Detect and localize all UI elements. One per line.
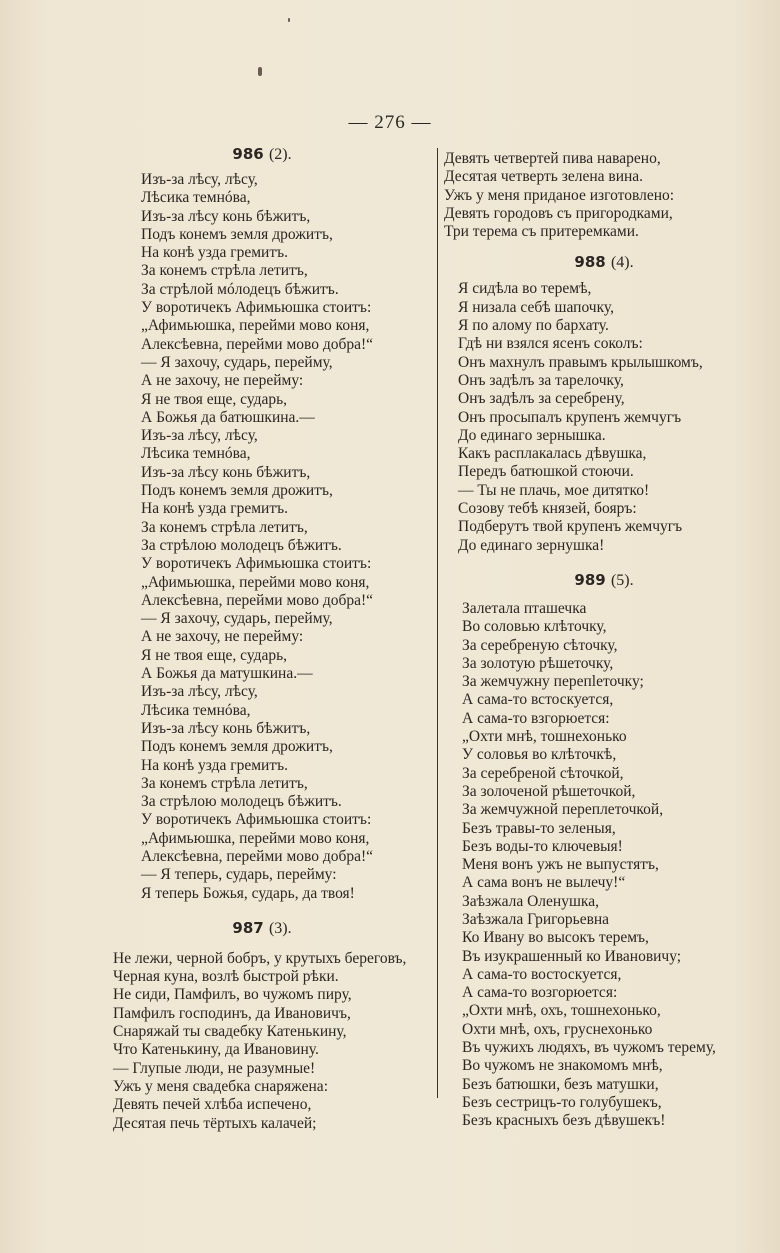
poem-heading-986 (113, 143, 435, 166)
poem-line: Алексѣевна, перейми мово добра!“ (141, 591, 374, 609)
poem-line: Какъ расплакалась дѣвушка, (458, 445, 647, 463)
poem-line: Созову тебѣ князей, бояръ: (458, 500, 637, 518)
poem-line: У соловья во клѣточкѣ, (462, 746, 617, 764)
poem-line: До единагo зернушка! (458, 536, 605, 554)
poem-line: За конемъ стрѣла летитъ, (141, 774, 308, 792)
poem-line: На конѣ узда гремитъ. (141, 756, 289, 774)
poem-line: Передъ батюшкой стоючи. (458, 463, 634, 481)
poem-line: — Я захочу, сударь, перейму, (141, 353, 333, 371)
poem-line: Я сидѣла во теремѣ, (458, 280, 592, 298)
poem-line: Меня вонъ ужъ не выпустятъ, (462, 856, 659, 874)
poem-line: Черная куна, возлѣ быстрой рѣки. (113, 968, 339, 986)
poem-line: Безъ батюшки, безъ матушки, (462, 1075, 659, 1093)
poem-line: Онъ задѣлъ за серебрену, (458, 390, 625, 408)
poem-line: А сама-то возгорюется: (462, 984, 618, 1002)
poem-line: Гдѣ ни взялся ясенъ соколъ: (458, 335, 643, 353)
poem-line: Онъ просыпалъ крупенъ жемчугъ (458, 408, 682, 426)
poem-line: Изъ-за лѣсу конь бѣжитъ, (141, 463, 311, 481)
poem-988-body (444, 280, 774, 554)
poem-line: У воротичекъ Афимьюшка стоитъ: (141, 811, 372, 829)
poem-line: Безъ воды-то ключевыя! (462, 837, 623, 855)
poem-line: Охти мнѣ, охъ, груснехонько (462, 1020, 653, 1038)
poem-line: А не захочу, не перейму: (141, 372, 304, 390)
poem-989-body (444, 600, 774, 1131)
poem-line: Изъ-за лѣсу, лѣсу, (141, 683, 258, 701)
poem-heading-987 (113, 917, 435, 940)
poem-line: За золотую рѣшеточку, (462, 654, 614, 672)
poem-line: Безъ травы-то зеленыя, (462, 819, 616, 837)
poem-line: За золоченой рѣшеточкой, (462, 782, 636, 800)
page-number: — 276 — (348, 112, 432, 133)
poem-line: Заѣзжала Григорьевна (462, 910, 610, 928)
poem-line: На конѣ узда гремитъ. (141, 244, 289, 262)
poem-line: А сама-то взгорюется: (462, 709, 610, 727)
poem-line: Не лежи, черной бобръ, у крутыхъ береговъ, (113, 949, 407, 967)
poem-line: Что Катенькину, да Ивановину. (113, 1041, 319, 1059)
poem-line: Онъ задѣлъ за тарелочку, (458, 371, 624, 389)
poem-line: Три терема съ притеремками. (444, 223, 639, 241)
poem-line: Безъ сестрицъ-то голубушекъ, (462, 1093, 662, 1111)
poem-line: — Я захочу, сударь, перейму, (141, 610, 333, 628)
poem-line: Ужъ у меня свадебка снаряжена: (113, 1077, 328, 1095)
poem-line: Я не твоя еще, сударь, (141, 646, 288, 664)
poem-line: Подъ конемъ земля дрожитъ, (141, 225, 333, 243)
poem-line: Подъ конемъ земля дрожитъ, (141, 482, 333, 500)
poem-line: Изъ-за лѣсу, лѣсу, (141, 171, 258, 188)
poem-line: У воротичекъ Афимьюшка стоитъ: (141, 299, 372, 317)
poem-heading-989 (444, 569, 774, 592)
poem-line: Алексѣевна, перейми мово добра!“ (141, 335, 374, 353)
poem-line: Памфилъ господинъ, да Ивановичъ, (113, 1004, 351, 1022)
poem-line: „Охти мнѣ, тошнехонько (462, 728, 627, 746)
poem-line: „Афимьюшка, перейми мово коня, (141, 573, 370, 591)
right-column (444, 150, 774, 1131)
poem-line: Онъ махнулъ правымъ крылышкомъ, (458, 353, 703, 371)
poem-line: А Божья да матушкина.— (141, 665, 313, 683)
poem-line: За конемъ стрѣла летитъ, (141, 518, 308, 536)
poem-number: 987 (232, 918, 264, 937)
poem-line: Ко Ивану во высокъ теремъ, (462, 929, 649, 947)
poem-line: Во чужомъ не знакомомъ мнѣ, (462, 1057, 663, 1075)
poem-line: За серебреную сѣточку, (462, 636, 618, 654)
poem-line: Изъ-за лѣсу конь бѣжитъ, (141, 207, 311, 225)
poem-line: Алексѣевна, перейми мово добра!“ (141, 847, 374, 865)
column-divider (437, 148, 438, 1098)
ink-spot (288, 18, 290, 22)
poem-line: Десятая печь тёртыхъ калачей; (113, 1114, 317, 1132)
poem-line: Лѣсика темнóва, (141, 445, 251, 463)
poem-line: Девять четвертей пива наварено, (444, 150, 661, 167)
poem-line: Снаряжай ты свадебку Катенькину, (113, 1023, 347, 1041)
poem-line: „Афимьюшка, перейми мово коня, (141, 829, 370, 847)
poem-line: У воротичекъ Афимьюшка стоитъ: (141, 555, 372, 573)
poem-line: Десятая четверть зелена вина. (444, 168, 644, 186)
poem-line: А сама вонъ не вылечу!“ (462, 874, 626, 892)
poem-line: — Я теперь, сударь, перейму: (141, 866, 337, 884)
poem-line: Девять печей хлѣба испечено, (113, 1096, 312, 1114)
poem-line: За жемчужной переплеточкой, (462, 801, 664, 819)
poem-line: Подберутъ твой крупенъ жемчугъ (458, 518, 683, 536)
poem-line: Залетала пташечка (462, 599, 587, 617)
poem-line: Безъ красныхъ безъ дѣвушекъ! (462, 1112, 666, 1130)
poem-line: А Божья да батюшкина.— (141, 408, 315, 426)
poem-986-body (113, 171, 435, 903)
poem-line: Я низала себѣ шапочку, (458, 298, 614, 316)
poem-number: 989 (574, 570, 606, 589)
poem-line: До единагo зернышка. (458, 426, 606, 444)
poem-987-body (113, 950, 435, 1133)
poem-line: Изъ-за лѣсу, лѣсу, (141, 427, 258, 445)
poem-line: А сама-то встоскуется, (462, 691, 614, 709)
poem-line: Не сиди, Памфилъ, во чужомъ пиру, (113, 986, 352, 1004)
poem-line: За конемъ стрѣла летитъ, (141, 262, 308, 280)
ink-spot (258, 67, 262, 76)
poem-number: 988 (574, 253, 606, 272)
poem-line: „Афимьюшка, перейми мово коня, (141, 317, 370, 335)
poem-subnumber: (4). (610, 254, 634, 272)
poem-line: А не захочу, не перейму: (141, 628, 304, 646)
poem-line: За стрѣлой мóлодецъ бѣжитъ. (141, 280, 339, 298)
poem-line: За стрѣлою молодецъ бѣжитъ. (141, 793, 342, 811)
poem-line: Лѣсика темнóва, (141, 701, 251, 719)
poem-heading-988 (444, 251, 774, 274)
poem-line: Девять городовъ съ пригородками, (444, 204, 673, 222)
poem-line: Въ изукрашенный ко Ивановичу; (462, 947, 682, 965)
poem-line: А сама-то востоскуется, (462, 965, 622, 983)
poem-subnumber: (2). (268, 146, 292, 163)
poem-line: Я не твоя еще, сударь, (141, 390, 288, 408)
poem-line: Я по алому по бархату. (458, 317, 609, 335)
poem-line: Въ чужихъ людяхъ, въ чужомъ терему, (462, 1039, 716, 1057)
poem-line: Заѣзжала Оленушка, (462, 892, 599, 910)
poem-line: Подъ конемъ земля дрожитъ, (141, 738, 333, 756)
poem-line: За жемчужну перепleточку; (462, 673, 644, 691)
poem-line: „Охти мнѣ, охъ, тошнехонько, (462, 1002, 661, 1020)
poem-987-continuation (444, 150, 774, 241)
poem-subnumber: (3). (268, 919, 292, 937)
poem-line: — Ты не плачь, мое дитятко! (458, 481, 650, 499)
poem-line: Лѣсика темнóва, (141, 189, 251, 207)
poem-line: За стрѣлою молодецъ бѣжитъ. (141, 536, 342, 554)
poem-line: Ужъ у меня приданое изготовлено: (444, 186, 675, 204)
poem-line: За серебреной сѣточкой, (462, 764, 624, 782)
poem-line: На конѣ узда гремитъ. (141, 500, 289, 518)
poem-line: Во соловью клѣточку, (462, 618, 607, 636)
poem-line: — Глупые люди, не разумные! (113, 1059, 316, 1077)
poem-line: Я теперь Божья, сударь, да твоя! (141, 884, 355, 902)
poem-line: Изъ-за лѣсу конь бѣжитъ, (141, 719, 311, 737)
poem-number: 986 (232, 145, 264, 163)
poem-subnumber: (5). (610, 571, 634, 589)
left-column (113, 143, 435, 1133)
